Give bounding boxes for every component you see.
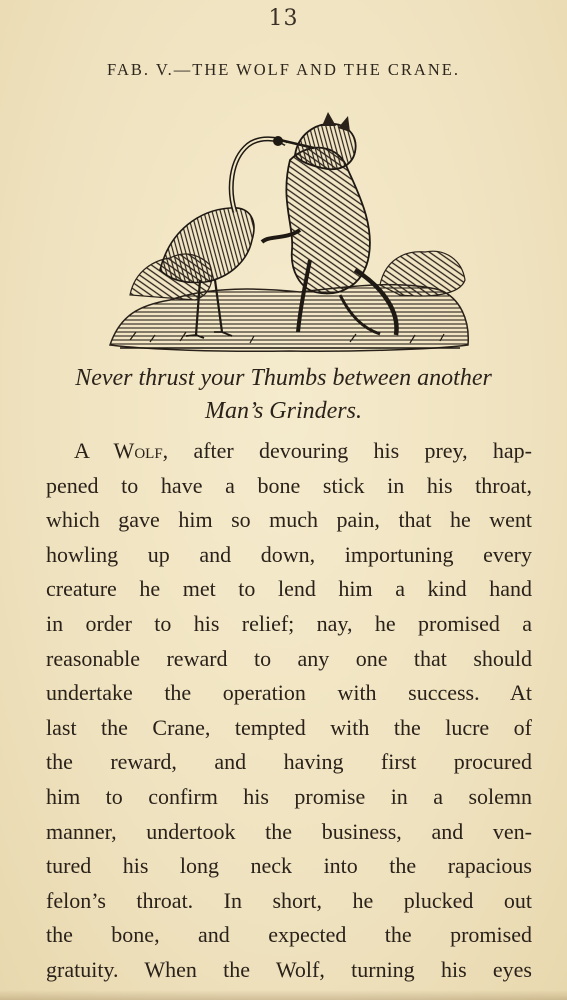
body-line: which gave him so much pain, that he went <box>46 507 532 533</box>
body-line-text: after devouring his prey, hap- <box>193 438 532 463</box>
fable-body-text <box>46 434 532 988</box>
body-line: the bone, and expected the promised <box>46 922 532 948</box>
body-line: manner, undertook the business, and ven- <box>46 818 532 844</box>
body-line: creature he met to lend him a kind hand <box>46 576 532 602</box>
body-line: howling up and down, importuning every <box>46 541 532 567</box>
body-line: pened to have a bone stick in his throat, <box>46 472 532 498</box>
body-line: felon’s throat. In short, he plucked out <box>46 887 532 913</box>
woodcut-illustration <box>100 110 476 358</box>
moral-line-1: Never thrust your Thumbs between another <box>75 365 492 391</box>
body-line: gratuity. When the Wolf, turning his eyes <box>46 956 532 982</box>
body-line: last the Crane, tempted with the lucre of <box>46 714 532 740</box>
body-line: him to confirm his promise in a solemn <box>46 783 532 809</box>
body-line: reasonable reward to any one that should <box>46 645 532 671</box>
body-line: undertake the operation with success. At <box>46 680 532 706</box>
body-line: in order to his relief; nay, he promised a <box>46 610 532 636</box>
body-line: the reward, and having first procured <box>46 749 532 775</box>
page-bottom-edge <box>0 990 567 1000</box>
body-line <box>46 434 532 469</box>
fable-heading: FAB. V.—THE WOLF AND THE CRANE. <box>107 60 460 79</box>
page-number: 13 <box>268 6 299 31</box>
moral-line-2: Man’s Grinders. <box>205 398 362 424</box>
body-line: tured his long neck into the rapacious <box>46 853 532 879</box>
lead-word: A Wolf, <box>74 438 169 463</box>
moral-caption <box>0 362 567 428</box>
